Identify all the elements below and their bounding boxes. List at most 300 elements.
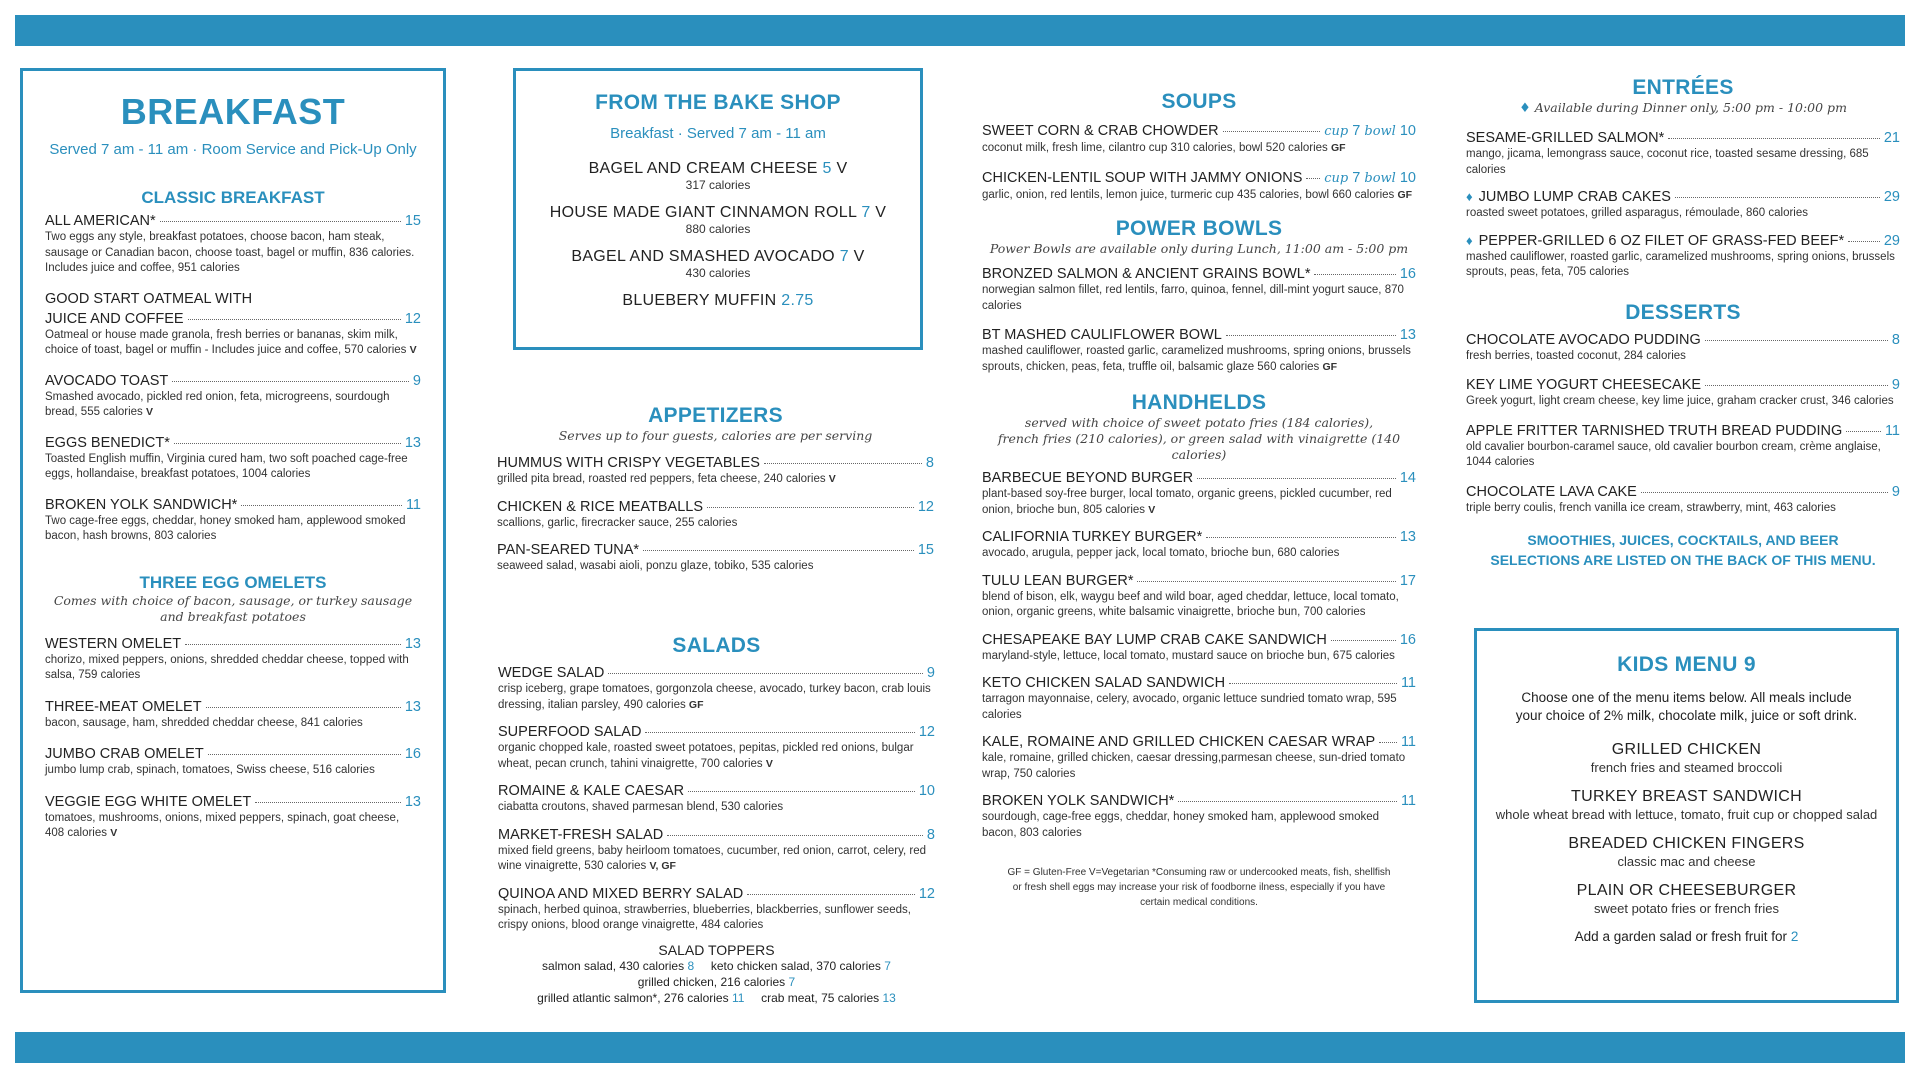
menu-item-price: 12 (918, 885, 935, 902)
menu-item-line (982, 326, 1416, 344)
menu-item-description-text: Toasted English muffin, Virginia cured ham, two soft poached cage-free eggs, hollandaise, breakfast potatoes, 1004 calories (45, 452, 408, 480)
menu-item-price: 11 (405, 496, 421, 513)
kids-menu-title: KIDS MENU 9 (1617, 653, 1756, 676)
menu-item-description-text: sourdough, cage-free eggs, cheddar, honey smoked ham, applewood smoked bacon, 803 calories (982, 811, 1380, 839)
dot-leader (1197, 478, 1396, 479)
menu-item-description-text: mashed cauliflower, roasted garlic, caramelized mushrooms, spring onions, brussels sprouts, peas, feta, 705 calories (1466, 250, 1895, 278)
menu-item-name: CHOCOLATE LAVA CAKE (1466, 483, 1637, 500)
menu-item-line (1466, 376, 1900, 394)
menu-item-price-group (1324, 169, 1416, 188)
menu-item-name: BT MASHED CAULIFLOWER BOWL (982, 327, 1222, 343)
appetizers-list (497, 454, 934, 575)
menu-item-name: WESTERN OMELET (45, 635, 182, 652)
dot-leader (1226, 335, 1396, 336)
smoothies-line-1: SMOOTHIES, JUICES, COCKTAILS, AND BEER (1527, 532, 1839, 548)
dietary-tag: V (765, 757, 773, 770)
menu-item (1466, 232, 1900, 281)
menu-item-name: BRONZED SALMON & ANCIENT GRAINS BOWL* (982, 266, 1311, 282)
menu-item-line (1466, 129, 1900, 147)
omelets-title: THREE EGG OMELETS (139, 572, 327, 592)
menu-item-line (497, 498, 934, 516)
kids-addon-price: 2 (1790, 929, 1799, 944)
menu-item-description-text: bacon, sausage, ham, shredded cheddar cheese, 841 calories (45, 716, 363, 729)
menu-item-price: 17 (1399, 572, 1416, 589)
menu-item-price: 11 (1884, 422, 1900, 439)
desserts-title: DESSERTS (1625, 300, 1741, 324)
menu-item-line (45, 310, 421, 328)
dot-leader (174, 443, 401, 444)
menu-item-line (497, 454, 934, 472)
dietary-tag: V (875, 204, 887, 221)
menu-item-name: KALE, ROMAINE AND GRILLED CHICKEN CAESAR WRAP (982, 734, 1376, 750)
salad-toppers-list (498, 958, 935, 1006)
menu-item-description (982, 487, 1416, 518)
menu-item-description (498, 903, 935, 934)
menu-item-line (45, 212, 421, 230)
menu-item-description-text: blend of bison, elk, waygu beef and wild boar, aged cheddar, lettuce, local tomato, onion, organic greens, white balsamic vinaigrette, brioche bun, 700 calories (982, 590, 1399, 618)
bake-shop-list (532, 160, 904, 310)
menu-item-price: 13 (404, 793, 421, 810)
menu-item-name: CALIFORNIA TURKEY BURGER* (982, 529, 1203, 545)
top-banner (15, 15, 1905, 46)
menu-item-name: APPLE FRITTER TARNISHED TRUTH BREAD PUDDING (1466, 422, 1843, 439)
menu-item-name: JUMBO LUMP CRAB CAKES (1478, 189, 1671, 205)
menu-item-line (1466, 422, 1900, 440)
menu-item-price: 14 (1399, 470, 1416, 486)
dot-leader (208, 754, 401, 755)
handhelds-note-line-1: served with choice of sweet potato fries (184 calories), (1024, 415, 1374, 430)
menu-item-description (497, 472, 934, 488)
menu-item-description (45, 514, 421, 545)
diamond-icon: ♦ (1466, 189, 1473, 204)
breakfast-title: BREAKFAST (120, 91, 346, 132)
menu-item-price: 13 (404, 698, 421, 715)
bowl-label: bowl (1364, 124, 1396, 139)
menu-item-line (982, 572, 1416, 590)
menu-item-price: 11 (1400, 734, 1416, 750)
menu-item-description (982, 141, 1416, 157)
kids-item (1495, 835, 1878, 870)
menu-item-line (498, 826, 935, 844)
menu-item-description-text: tomatoes, mushrooms, onions, mixed peppers, spinach, goat cheese, 408 calories (45, 811, 400, 839)
menu-item-description (45, 328, 421, 359)
dot-leader (1675, 197, 1880, 198)
menu-item-description (45, 390, 421, 421)
dot-leader (1848, 241, 1880, 242)
omelets-note-line-2: and breakfast potatoes (160, 608, 306, 624)
dot-leader (206, 707, 401, 708)
dot-leader (645, 732, 914, 733)
menu-item-name: CHESAPEAKE BAY LUMP CRAB CAKE SANDWICH (982, 631, 1327, 648)
dot-leader (172, 381, 409, 382)
menu-item-line (1466, 188, 1900, 206)
smoothies-line-2: SELECTIONS ARE LISTED ON THE BACK OF THIS MENU. (1490, 552, 1876, 568)
menu-item-name-prefix: GOOD START OATMEAL WITH (45, 290, 253, 307)
topper-name: grilled chicken, 216 calories (637, 974, 786, 989)
dietary-tag: V (146, 406, 154, 418)
menu-item-description-text: old cavalier bourbon-caramel sauce, old cavalier bourbon cream, crème anglaise, 1044 calories (1466, 440, 1881, 468)
bake-shop-title: FROM THE BAKE SHOP (595, 91, 841, 114)
menu-item-description-text: tarragon mayonnaise, celery, avocado, organic lettuce sundried tomato wrap, 595 calories (982, 693, 1397, 721)
kids-menu-list (1495, 741, 1878, 917)
dot-leader (1178, 801, 1397, 802)
menu-item-description (1466, 206, 1900, 222)
menu-item-description-text: mixed field greens, baby heirloom tomatoes, cucumber, red onion, carrot, celery, red wine vinaigrette, 530 calories (498, 844, 927, 872)
dietary-tag: V (836, 160, 848, 177)
soups-list (982, 122, 1416, 203)
menu-item-line (982, 469, 1416, 487)
menu-item (1466, 129, 1900, 178)
menu-item (45, 698, 421, 732)
menu-item (497, 454, 934, 488)
menu-item-description-text: Smashed avocado, pickled red onion, feta, microgreens, sourdough bread, 555 calories (45, 390, 390, 418)
menu-item-description (45, 653, 421, 684)
menu-item-line (1466, 232, 1900, 250)
dietary-tag: GF (688, 698, 704, 711)
bake-item-price: 2.75 (781, 292, 814, 309)
bake-item-name: BLUEBERY MUFFIN (622, 292, 777, 309)
power-bowls-note: Power Bowls are available only during Lunch, 11:00 am - 5:00 pm (989, 241, 1409, 256)
menu-item-name: KEY LIME YOGURT CHEESECAKE (1466, 377, 1702, 393)
dietary-tag: GF (1331, 142, 1346, 154)
bake-item-calories: 317 calories (685, 178, 751, 192)
cup-price: 7 (1352, 123, 1361, 139)
menu-item-description-text: chorizo, mixed peppers, onions, shredded cheddar cheese, topped with salsa, 759 calories (45, 653, 409, 681)
menu-item-name: SUPERFOOD SALAD (498, 724, 642, 740)
diamond-icon: ♦ (1519, 101, 1531, 116)
menu-item (498, 782, 935, 816)
dot-leader (608, 673, 923, 674)
menu-item (498, 885, 935, 934)
bowl-label: bowl (1364, 170, 1396, 186)
menu-item-description (982, 649, 1416, 665)
kids-item (1495, 788, 1878, 823)
menu-item-price: 29 (1883, 189, 1900, 205)
desserts-list (1466, 331, 1900, 517)
dot-leader (185, 644, 401, 645)
salad-topper-row (498, 974, 935, 990)
menu-item-description-text: Two eggs any style, breakfast potatoes, choose bacon, ham steak, sausage or Canadian bacon, choose toast, bagel or muffin, 836 calories. Includes juice and coffee, 951 calories (45, 231, 415, 274)
menu-item-line (982, 631, 1416, 649)
menu-item-description (45, 452, 421, 483)
bake-item-price: 7 (861, 204, 871, 221)
appetizers-note: Serves up to four guests, calories are per serving (558, 428, 873, 443)
handhelds-note (982, 415, 1416, 463)
dot-leader (1641, 492, 1888, 493)
kids-menu-panel (1474, 628, 1899, 1003)
power-bowls-list (982, 265, 1416, 375)
kids-item-description: whole wheat bread with lettuce, tomato, fruit cup or chopped salad (1495, 807, 1878, 822)
soups-title: SOUPS (1161, 90, 1237, 113)
menu-item (982, 792, 1416, 841)
menu-item-description (45, 716, 421, 732)
menu-item-price: 12 (917, 498, 934, 515)
menu-item-description (45, 811, 421, 842)
menu-item-description (1466, 349, 1900, 365)
menu-item-price: 13 (1399, 529, 1416, 545)
dietary-tag: V, GF (649, 860, 676, 872)
bake-item-calories: 880 calories (685, 222, 751, 236)
menu-item-line (982, 674, 1416, 692)
kids-item-name: TURKEY BREAST SANDWICH (1571, 788, 1802, 805)
menu-item-description (1466, 147, 1900, 178)
dot-leader (1314, 274, 1395, 275)
menu-item-name: BROKEN YOLK SANDWICH* (45, 496, 238, 513)
dot-leader (1223, 131, 1321, 132)
menu-item-name: VEGGIE EGG WHITE OMELET (45, 793, 252, 810)
menu-item-name: SWEET CORN & CRAB CHOWDER (982, 123, 1219, 139)
menu-item-description (982, 344, 1416, 375)
salad-toppers (498, 942, 935, 1006)
menu-item-description-text: Two cage-free eggs, cheddar, honey smoked ham, applewood smoked bacon, hash browns, 803 calories (45, 514, 406, 542)
dot-leader (255, 802, 401, 803)
salads-list (498, 664, 935, 934)
bowl-price: 10 (1399, 123, 1416, 139)
footnote-line-2: or fresh shell eggs may increase your risk of foodborne ilness, especially if you have (1012, 882, 1386, 893)
menu-item-name: HUMMUS WITH CRISPY VEGETABLES (497, 455, 760, 471)
dot-leader (643, 550, 914, 551)
menu-item-line (982, 169, 1416, 188)
menu-item-line (982, 265, 1416, 283)
dietary-tag: V (828, 473, 836, 485)
classic-breakfast-title: CLASSIC BREAKFAST (141, 188, 325, 207)
dot-leader (188, 319, 401, 320)
menu-item-description-text: norwegian salmon fillet, red lentils, farro, quinoa, fennel, dill-mint yogurt sauce, 870 calories (982, 284, 1404, 312)
entrees-section (1466, 76, 1900, 570)
bake-item-line (532, 292, 904, 310)
menu-item-description (982, 188, 1416, 204)
bake-item-line (532, 204, 904, 222)
menu-item-price: 9 (1891, 483, 1900, 500)
topper-name: grilled atlantic salmon*, 276 calories (537, 990, 729, 1005)
menu-item-price: 10 (918, 783, 935, 799)
cup-price: 7 (1352, 169, 1361, 186)
dot-leader (241, 505, 402, 506)
menu-item-name: ROMAINE & KALE CAESAR (498, 783, 685, 799)
menu-item (982, 528, 1416, 562)
appetizers-section (497, 404, 934, 585)
menu-item (1466, 376, 1900, 410)
smoothies-notice (1466, 530, 1900, 570)
menu-item (1466, 483, 1900, 517)
menu-item-line (982, 122, 1416, 141)
menu-item-description (1466, 394, 1900, 410)
menu-item-description-text: coconut milk, fresh lime, cilantro cup 310 calories, bowl 520 calories (982, 142, 1328, 154)
menu-item-description-text: plant-based soy-free burger, local tomato, organic greens, pickled cucumber, red onion, brioche bun, 805 calories (982, 488, 1392, 516)
menu-item-description-text: jumbo lump crab, spinach, tomatoes, Swiss cheese, 516 calories (45, 764, 375, 776)
menu-item-description (982, 751, 1416, 782)
menu-item-description-text: roasted sweet potatoes, grilled asparagus, rémoulade, 860 calories (1466, 207, 1809, 219)
menu-footnote (982, 865, 1416, 910)
menu-item-name: CHICKEN & RICE MEATBALLS (497, 498, 704, 515)
bake-item-name: BAGEL AND CREAM CHEESE (588, 160, 818, 177)
soups-section (982, 90, 1416, 910)
menu-item-description (1466, 440, 1900, 471)
menu-item-price: 16 (404, 746, 421, 762)
menu-item-name: AVOCADO TOAST (45, 372, 169, 389)
menu-item-line (498, 664, 935, 682)
menu-item-name: KETO CHICKEN SALAD SANDWICH (982, 675, 1226, 691)
bake-item-price: 7 (839, 248, 849, 265)
kids-item (1495, 741, 1878, 776)
dot-leader (747, 894, 915, 895)
kids-item-description: french fries and steamed broccoli (1590, 760, 1783, 775)
menu-item-description (45, 763, 421, 779)
menu-item (45, 212, 421, 277)
menu-item (497, 498, 934, 532)
menu-item-name: THREE-MEAT OMELET (45, 698, 202, 715)
menu-item-description-text: seaweed salad, wasabi aioli, ponzu glaze, tobiko, 535 calories (497, 560, 814, 572)
menu-item-line (45, 496, 421, 514)
breakfast-panel (20, 68, 446, 993)
menu-item (982, 572, 1416, 621)
topper-name: crab meat, 75 calories (761, 990, 880, 1005)
kids-item-name: GRILLED CHICKEN (1611, 741, 1762, 758)
menu-item-line (498, 723, 935, 741)
menu-item (45, 745, 421, 779)
menu-item-description (498, 800, 935, 816)
menu-item-name: PAN-SEARED TUNA* (497, 542, 640, 558)
menu-item-line (45, 434, 421, 452)
omelet-list (45, 635, 421, 842)
menu-item (982, 674, 1416, 723)
menu-item-line (45, 698, 421, 716)
menu-item (498, 723, 935, 772)
kids-addon-text: Add a garden salad or fresh fruit for (1574, 929, 1788, 944)
menu-item-price: 13 (404, 635, 421, 652)
menu-item-description-text: organic chopped kale, roasted sweet potatoes, pepitas, pickled red onions, bulgar wheat, pecan crunch, tahini vinaigrette, 700 calories (498, 742, 914, 770)
menu-item-price: 15 (404, 213, 421, 229)
dietary-tag: V (409, 344, 417, 356)
menu-item-description (1466, 501, 1900, 517)
bake-item (532, 292, 904, 310)
classic-breakfast-list (45, 212, 421, 545)
menu-item-description (982, 546, 1416, 562)
menu-item-description (982, 692, 1416, 723)
menu-item-price: 8 (1891, 331, 1900, 348)
menu-item (45, 434, 421, 483)
handhelds-list (982, 469, 1416, 841)
menu-item (982, 122, 1416, 157)
dietary-tag: GF (1397, 188, 1413, 201)
menu-item-name: ALL AMERICAN* (45, 213, 156, 229)
menu-item (498, 826, 935, 875)
menu-item (498, 664, 935, 713)
menu-item-price: 9 (412, 372, 421, 389)
menu-item-description (982, 810, 1416, 841)
footnote-line-3: certain medical conditions. (1140, 897, 1258, 908)
menu-item-description-text: garlic, onion, red lentils, lemon juice, turmeric cup 435 calories, bowl 660 calories (982, 188, 1395, 201)
menu-item-name: MARKET-FRESH SALAD (498, 826, 664, 843)
entrees-note-text: Available during Dinner only, 5:00 pm - 10:00 pm (1534, 100, 1847, 115)
menu-item (45, 372, 421, 421)
menu-item-name: QUINOA AND MIXED BERRY SALAD (498, 885, 744, 902)
dietary-tag: GF (1322, 360, 1338, 373)
handhelds-note-line-2: french fries (210 calories), or green salad with vinaigrette (140 calories) (997, 431, 1401, 462)
bake-shop-panel (513, 68, 923, 350)
menu-item-name: CHOCOLATE AVOCADO PUDDING (1466, 331, 1701, 348)
menu-item-price: 11 (1400, 793, 1416, 809)
menu-item-line (498, 885, 935, 903)
menu-item-name: TULU LEAN BURGER* (982, 572, 1134, 589)
menu-item-price: 11 (1400, 675, 1416, 691)
menu-item-line (45, 635, 421, 653)
menu-item-line (982, 792, 1416, 810)
menu-item-description (498, 741, 935, 772)
dot-leader (688, 791, 915, 792)
topper-name: keto chicken salad, 370 calories (710, 958, 881, 973)
dot-leader (1229, 683, 1397, 684)
menu-item-description-text: triple berry coulis, french vanilla ice cream, strawberry, mint, 463 calories (1466, 501, 1836, 514)
menu-item-description-text: grilled pita bread, roasted red peppers, feta cheese, 240 calories (497, 473, 826, 485)
salad-topper-row (498, 990, 935, 1006)
dot-leader (1137, 581, 1395, 582)
menu-item-price: 15 (917, 542, 934, 558)
menu-item-price: 13 (1399, 327, 1416, 343)
menu-item-line (45, 745, 421, 763)
menu-item-description-text: mango, jicama, lemongrass sauce, coconut rice, toasted sesame dressing, 685 calories (1466, 148, 1869, 176)
topper-price: 7 (788, 974, 796, 989)
dot-leader (1668, 138, 1880, 139)
kids-menu-intro: Choose one of the menu items below. All meals include your choice of 2% milk, chocolate milk, juice or soft drink. (1515, 690, 1858, 723)
menu-item-line (497, 541, 934, 559)
dot-leader (160, 221, 401, 222)
dietary-tag: V (853, 248, 865, 265)
menu-item-price: 8 (926, 826, 935, 843)
menu-item-description-text: Greek yogurt, light cream cheese, key lime juice, graham cracker crust, 346 calories (1466, 395, 1894, 407)
dietary-tag: V (110, 827, 118, 839)
bake-item (532, 204, 904, 236)
menu-item-line (1466, 483, 1900, 501)
menu-item-name: JUICE AND COFFEE (45, 310, 184, 327)
salads-section (498, 634, 935, 1006)
entrees-note (1466, 100, 1900, 117)
bake-item-line (532, 160, 904, 178)
topper-price: 7 (884, 958, 891, 973)
dot-leader (1331, 640, 1396, 641)
diamond-icon: ♦ (1466, 232, 1473, 248)
menu-item-price: 8 (925, 455, 934, 471)
menu-item-price: 9 (926, 665, 935, 681)
menu-item (982, 169, 1416, 204)
menu-item-description (498, 844, 935, 875)
menu-item (982, 631, 1416, 665)
menu-item-name: EGGS BENEDICT* (45, 434, 170, 451)
menu-item (982, 265, 1416, 314)
dot-leader (1306, 178, 1320, 179)
bake-item (532, 248, 904, 280)
menu-item-description-text: crisp iceberg, grape tomatoes, gorgonzola cheese, avocado, turkey bacon, crab louis dressing, italian parsley, 490 calories (498, 683, 931, 711)
menu-item (497, 541, 934, 575)
menu-item-line (45, 793, 421, 811)
topper-price: 8 (687, 958, 695, 973)
dietary-tag: V (1148, 503, 1156, 516)
menu-item-description-text: Oatmeal or house made granola, fresh berries or bananas, skim milk, choice of toast, bagel or muffin - Includes juice and coffee, 570 calories (45, 328, 407, 356)
bake-item-name: HOUSE MADE GIANT CINNAMON ROLL (549, 204, 857, 221)
menu-item-name: CHICKEN-LENTIL SOUP WITH JAMMY ONIONS (982, 169, 1303, 186)
menu-item-description (982, 283, 1416, 314)
menu-item-line (982, 528, 1416, 546)
menu-item (1466, 422, 1900, 471)
dot-leader (1705, 385, 1888, 386)
menu-item-description-text: avocado, arugula, pepper jack, local tomato, brioche bun, 680 calories (982, 547, 1340, 559)
menu-item-name: JUMBO CRAB OMELET (45, 746, 204, 762)
menu-item (45, 496, 421, 545)
menu-item-price: 16 (1399, 266, 1416, 282)
kids-item-name: PLAIN OR CHEESEBURGER (1576, 882, 1797, 899)
menu-item-price: 29 (1883, 232, 1900, 249)
menu-item-name: SESAME-GRILLED SALMON* (1466, 130, 1665, 146)
